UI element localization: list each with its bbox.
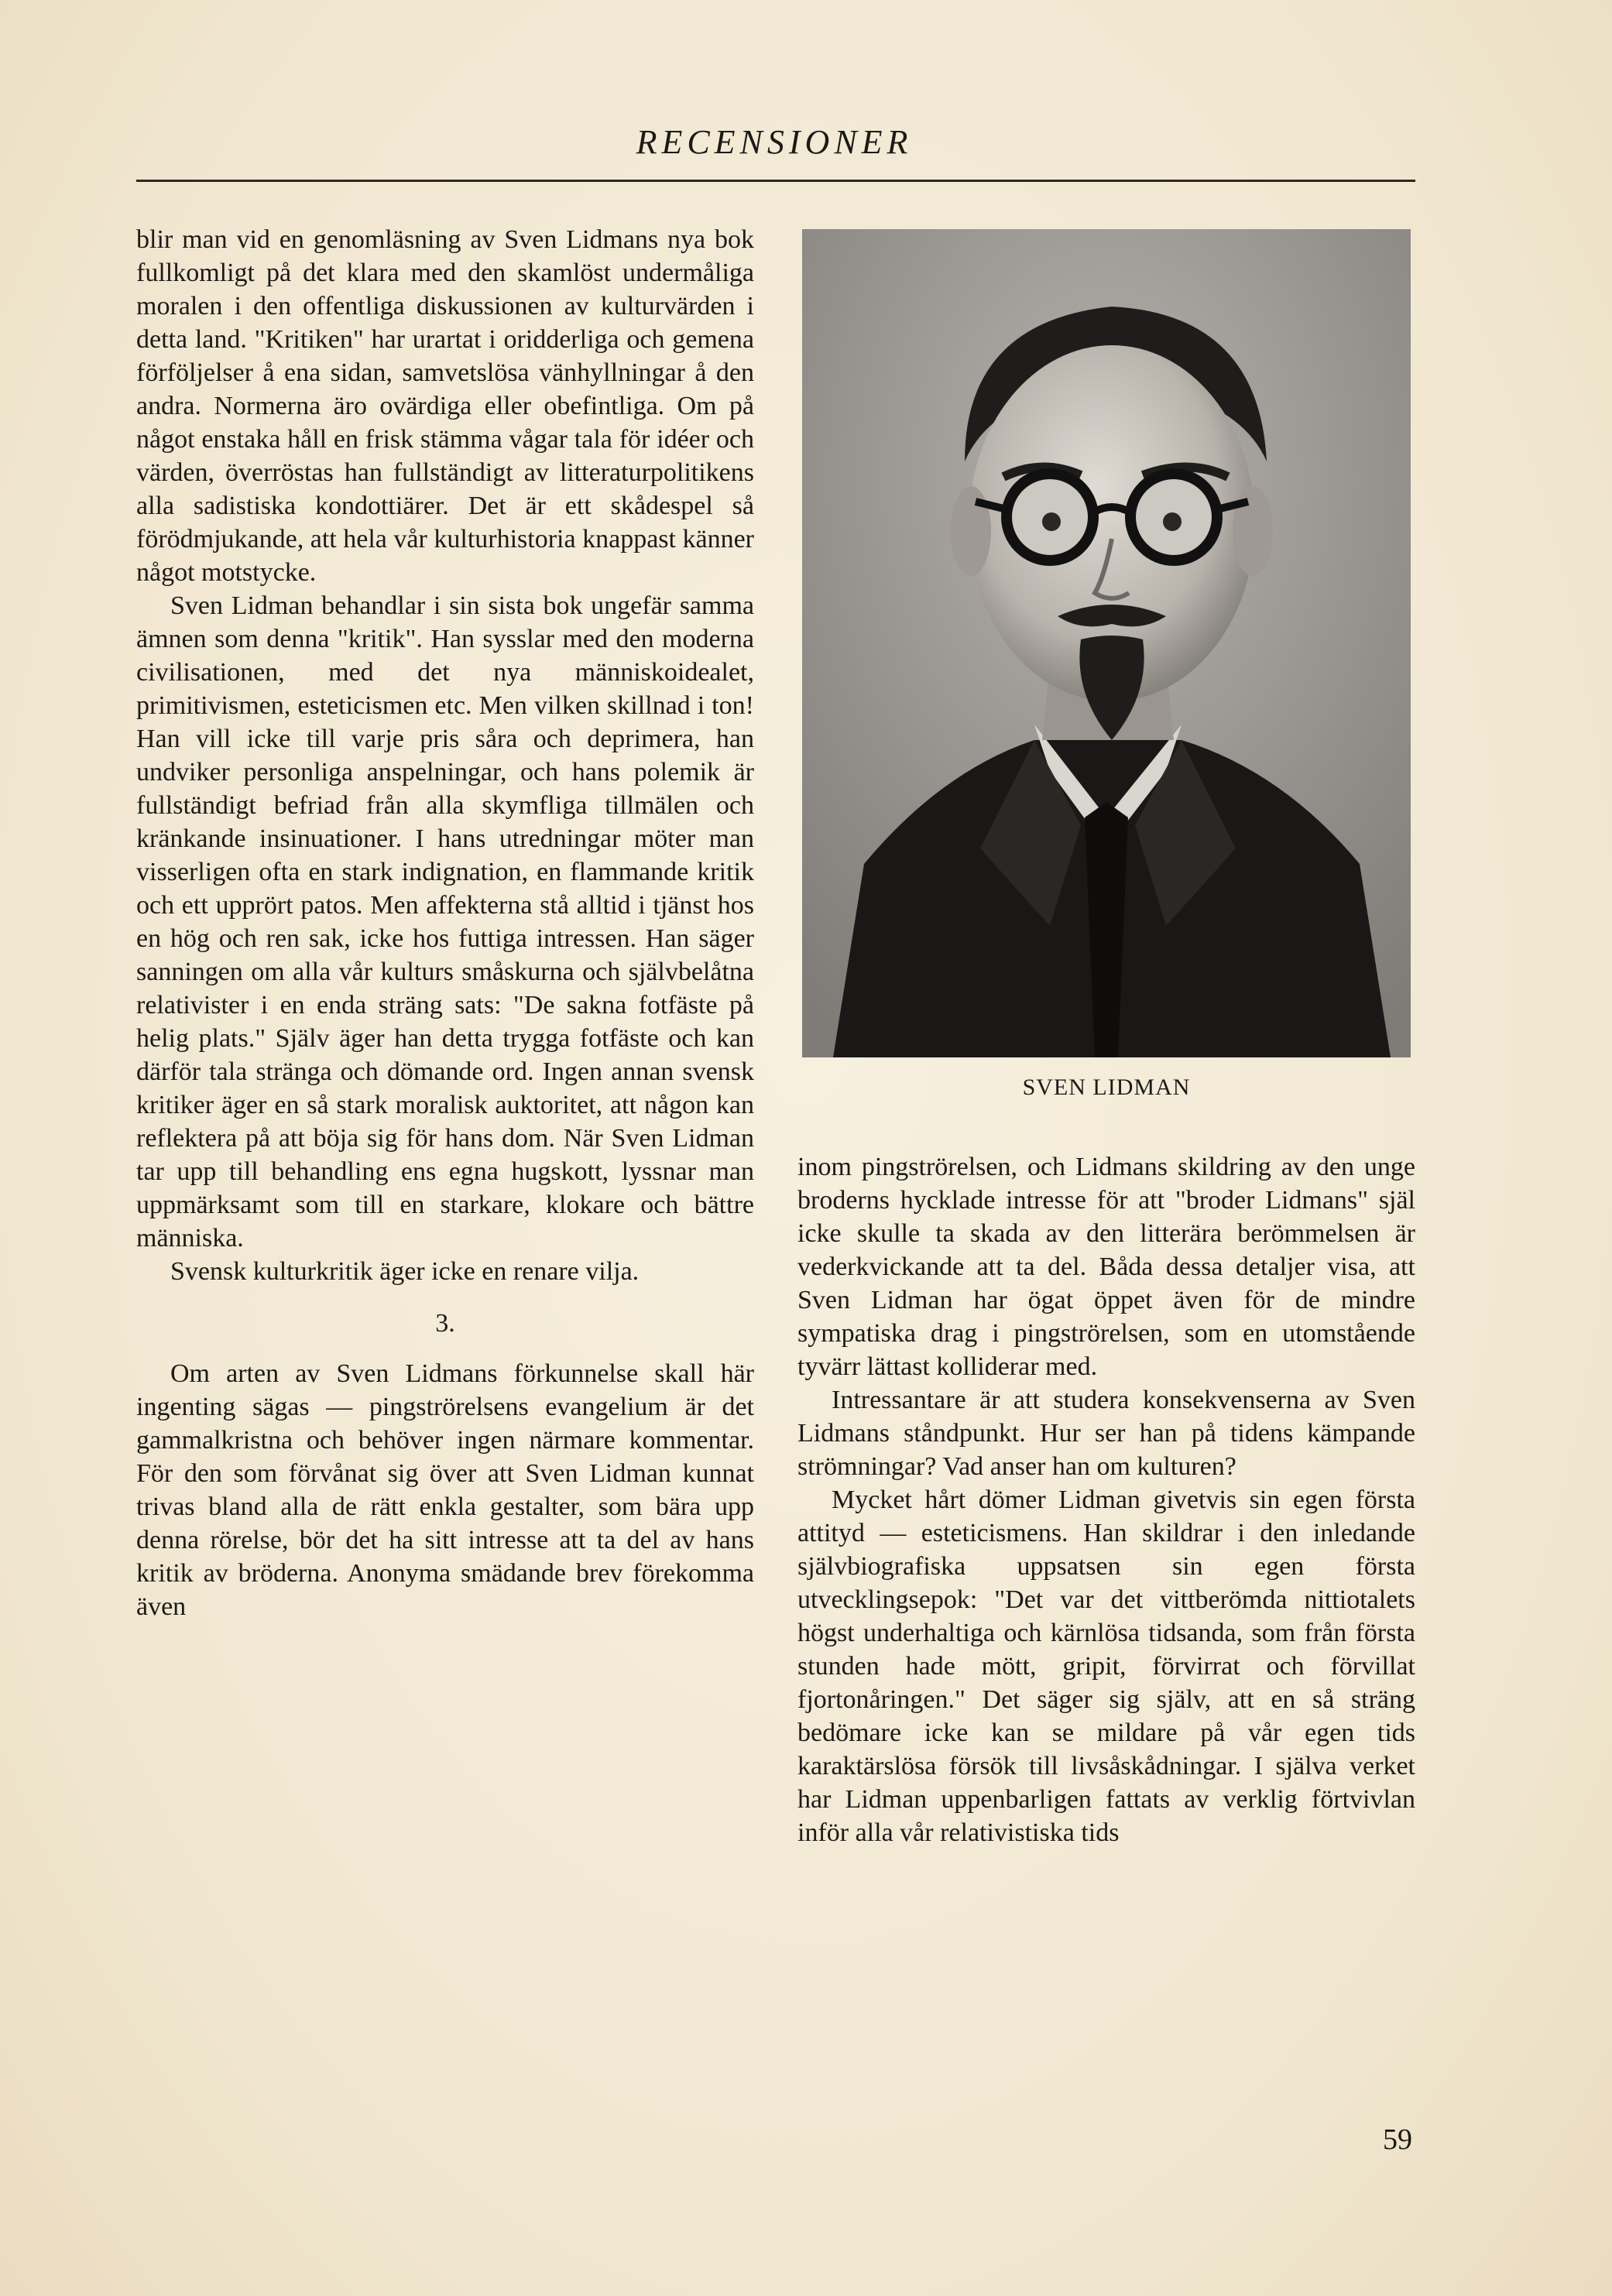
header-rule: [136, 180, 1415, 182]
running-header: RECENSIONER: [636, 123, 913, 161]
paragraph: Sven Lidman behandlar i sin sista bok ungefär samma ämnen som denna "kritik". Han sysslar med den moderna civilisationen, med det nya människoidealet, primitivismen, esteticismen etc. Men vilken skillnad i ton! Han vill icke till varje pris såra och deprimera, han undviker personliga anspelningar, och hans polemik är fullständigt befriad från alla skymfliga tillmälen och kränkande insinuationer. I hans utredningar möter man visserligen ofta en stark indignation, en flammande kritik och ett upprört patos. Men affekterna stå alltid i tjänst hos en hög och ren sak, icke hos futtiga intressen. Han säger sanningen om alla vår kulturs småskurna och självbelåtna relativister i en enda sträng sats: "De sakna fotfäste på helig plats." Själv äger han detta trygga fotfäste och kan därför tala stränga och dömande ord. Ingen annan svensk kritiker äger en så stark moralisk auktoritet, att någon kan reflektera på att böja sig för hans dom. När Sven Lidman tar upp till behandling ens egna hugskott, lyssnar man uppmärksamt som till en starkare, klokare och bättre människa.: [136, 591, 754, 1253]
page-number: 59: [1383, 2123, 1412, 2156]
photo-caption: SVEN LIDMAN: [1022, 1074, 1191, 1100]
paragraph: Mycket hårt dömer Lidman givetvis sin egen första attityd — esteticismens. Han skildrar i den inledande självbiografiska uppsatsen sin egen första utvecklingsepok: "Det var det vittberömda nittiotalets högst underhaltiga och kärnlösa tidsanda, som från första stunden hade mött, gripit, förvirrat och förvillat fjortonåringen." Det säger sig själv, att en så sträng bedömare icke kan se mildare på vår egen tids karaktärslösa försök till livsåskådningar. I själva verket har Lidman uppenbarligen fattats av verklig förtvivlan inför alla vår relativistiska tids: [797, 1486, 1415, 1847]
right-column: [797, 1150, 1415, 1849]
left-column: [136, 223, 754, 1623]
paragraph: inom pingströrelsen, och Lidmans skildring av den unge broderns hycklade intresse för att "broder Lidmans" själ icke skulle ta skada av den litterära berömmelsen är vederkvickande att ta del. Båda dessa detaljer visa, att Sven Lidman har ögat öppet även för de mindre sympatiska drag i pingströrelsen, som en utomstående tyvärr lättast kolliderar med.: [797, 1153, 1415, 1381]
paragraph: blir man vid en genomläsning av Sven Lidmans nya bok fullkomligt på det klara med den skamlöst undermåliga moralen i den offentliga diskussionen av kulturvärden i detta land. "Kritiken" har urartat i oridderliga och gemena förföljelser å ena sidan, samvetslösa vänhyllningar å den andra. Normerna äro ovärdiga eller obefintliga. Om på något enstaka håll en frisk stämma vågar tala för idéer och värden, överröstas han fullständigt av litteraturpolitikens alla sadistiska kondottiärer. Det är ett skådespel så förödmjukande, att hela vår kulturhistoria knappast känner något motstycke.: [136, 225, 754, 587]
paragraph: Svensk kulturkritik äger icke en renare vilja.: [170, 1257, 640, 1286]
paragraph: Om arten av Sven Lidmans förkunnelse skall här ingenting sägas — pingströrelsens evangelium är det gammalkristna och behöver ingen närmare kommentar. För den som förvånat sig över att Sven Lidman kunnat trivas bland alla de rätt enkla gestalter, som bära upp denna rörelse, bör det ha sitt intresse att ta del av hans kritik av bröderna. Anonyma smädande brev förekomma även: [136, 1359, 754, 1621]
portrait-photo: [802, 229, 1411, 1057]
paragraph: Intressantare är att studera konsekvenserna av Sven Lidmans ståndpunkt. Hur ser han på tidens kämpande strömningar? Vad anser han om kulturen?: [797, 1386, 1415, 1481]
section-number: 3.: [435, 1309, 455, 1338]
